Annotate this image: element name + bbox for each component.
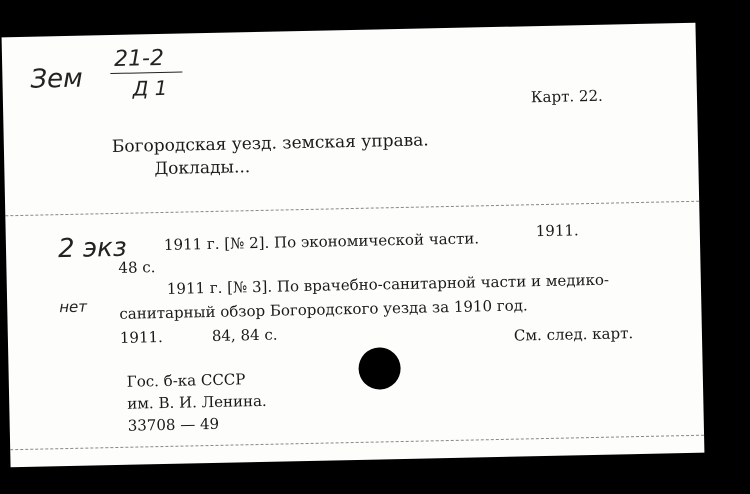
entry1-pages: 48 с. [118,258,156,277]
entry2-line2: санитарный обзор Богородского уезда за 1910 год. [119,296,528,323]
see-next-card: См. след. карт. [513,324,634,345]
handwritten-fraction-bottom: Д 1 [132,75,168,101]
card-number: Карт. 22. [530,86,603,107]
handwritten-none: нет [59,297,88,317]
stamp-line1: Гос. б-ка СССР [126,370,246,391]
entry2-pages: 84, 84 с. [211,325,278,345]
handwritten-copies: 2 экз [57,232,127,265]
entry1-year: 1911. [535,221,579,241]
heading-line2: Доклады... [154,157,251,180]
fraction-line [110,72,182,75]
heading-line1: Богородская уезд. земская управа. [111,130,429,158]
stamp-line3: 33708 — 49 [127,414,220,435]
divider [5,201,699,217]
handwritten-fraction-top: 21-2 [113,45,165,72]
entry1-text: 1911 г. [№ 2]. По экономической части. [163,229,480,254]
stamp-line2: им. В. И. Ленина. [127,391,267,413]
punch-hole [358,347,401,390]
bottom-dash [10,435,704,451]
handwritten-code: Зем [30,63,84,95]
entry2-year: 1911. [119,328,164,347]
entry2-line1: 1911 г. [№ 3]. По врачебно-санитарной части и медико- [166,270,610,298]
catalog-card [2,23,705,467]
